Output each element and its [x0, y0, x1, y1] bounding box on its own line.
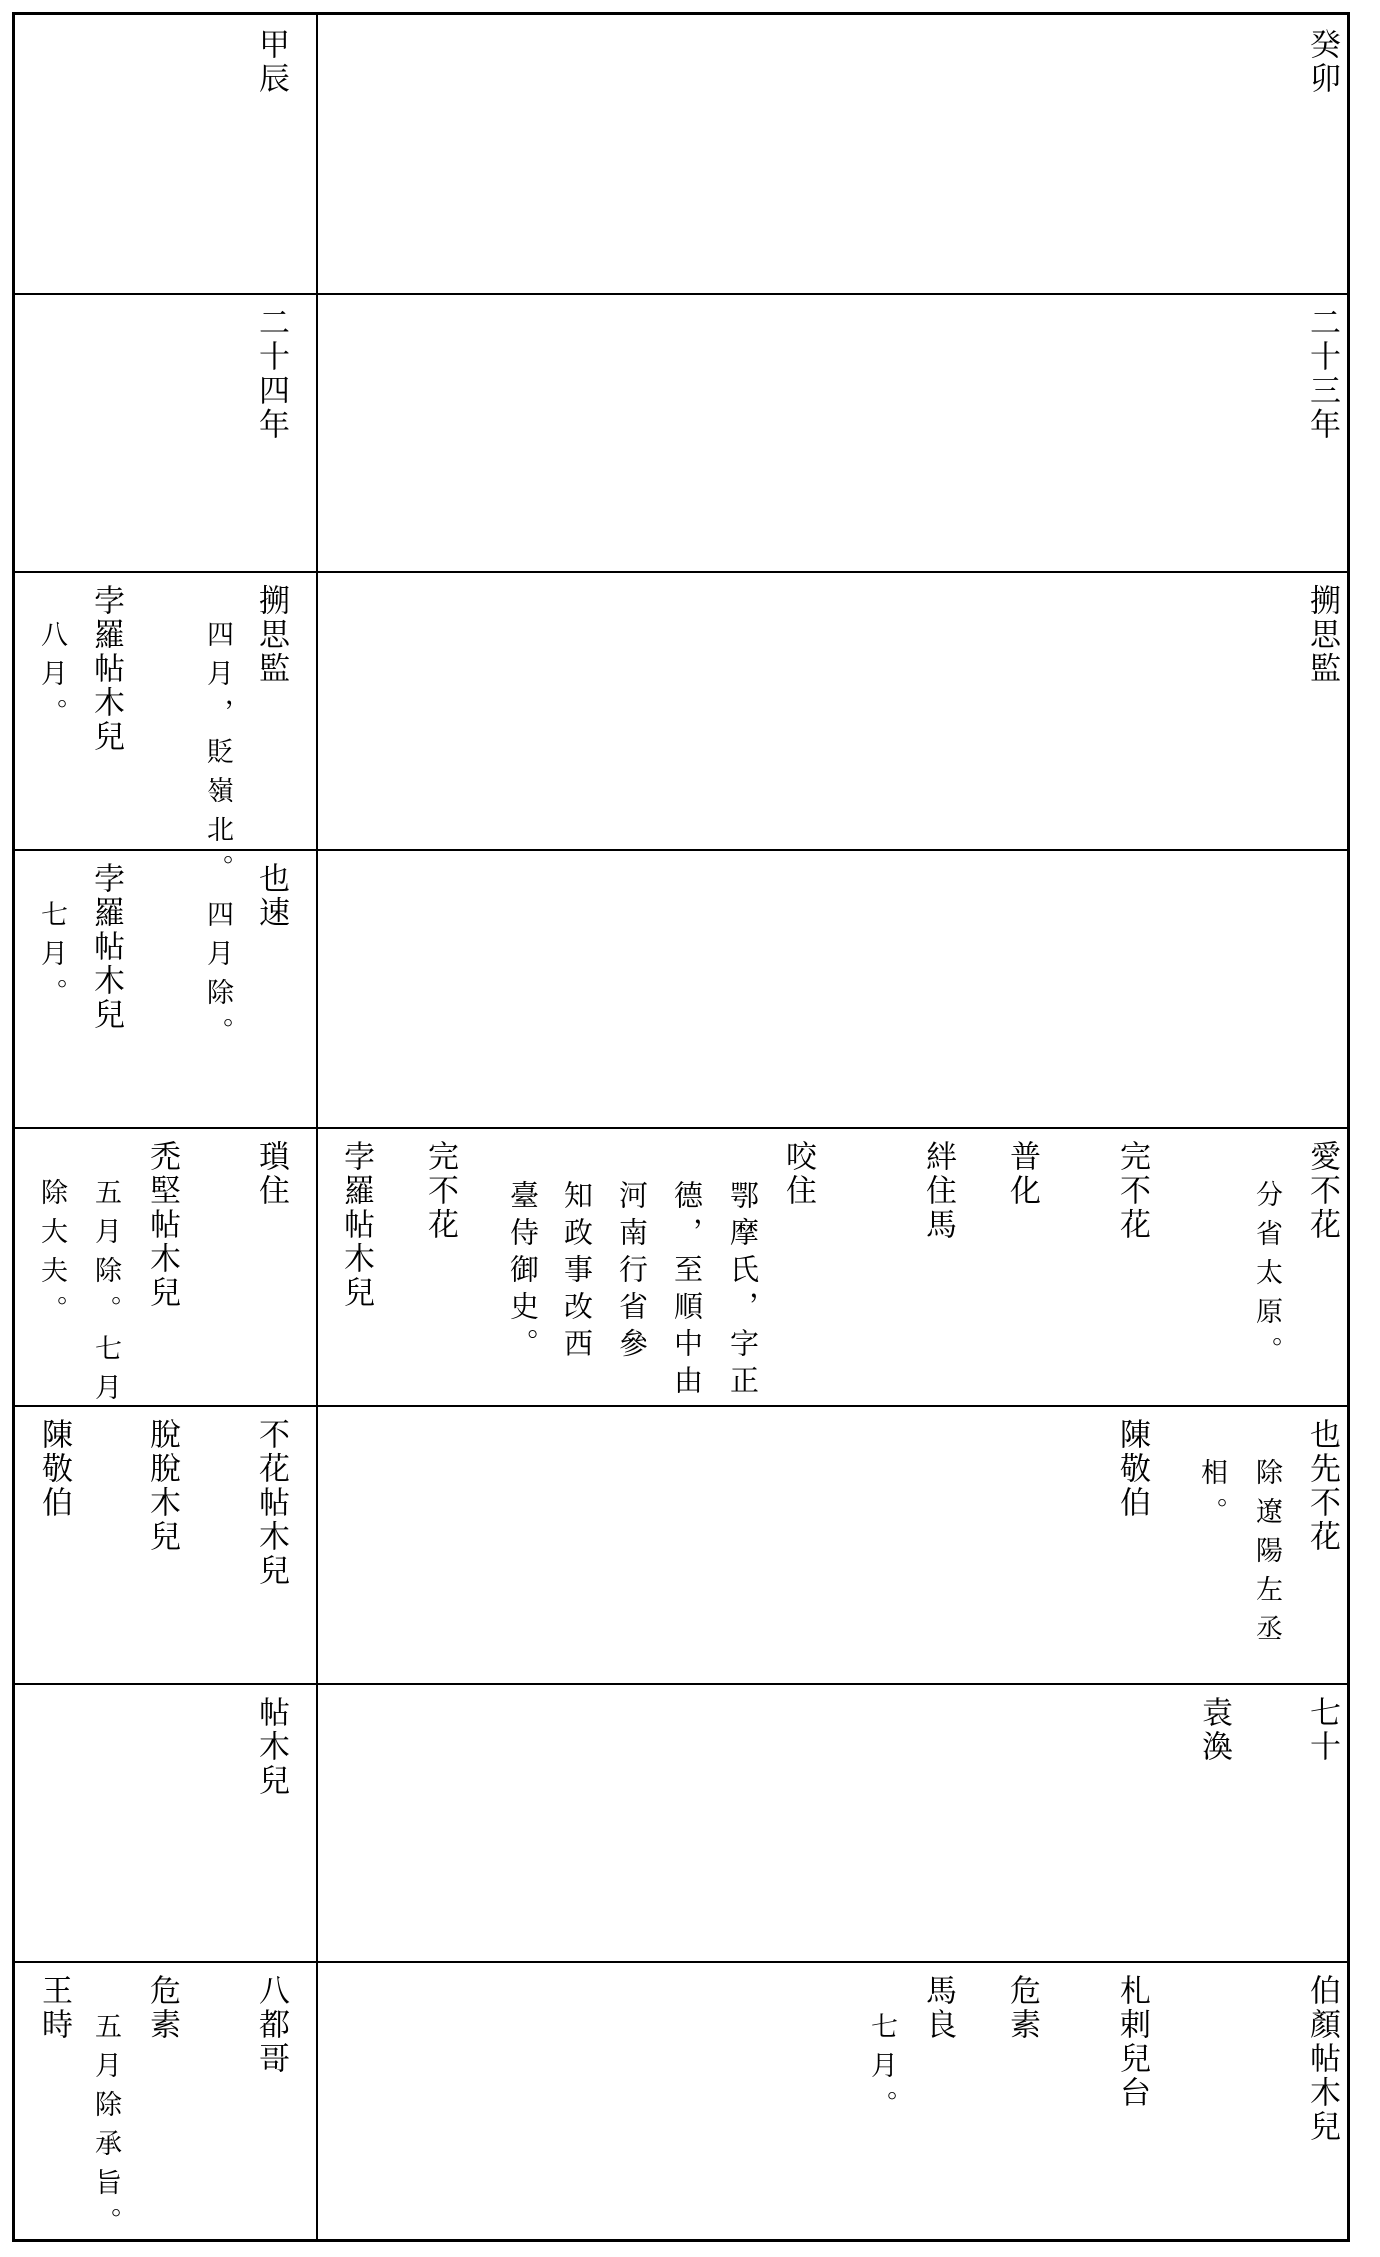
official-name: 八都哥 — [253, 1974, 289, 2076]
official-name: 札剌兒台 — [1114, 1974, 1150, 2110]
row-divider — [15, 1683, 1347, 1685]
official-note: 鄂摩氏，字正 — [726, 1180, 760, 1402]
official-note: 河南行省參 — [615, 1180, 649, 1365]
official-note: 八月。 — [36, 620, 67, 737]
official-name: 愛不花 — [1304, 1140, 1340, 1242]
official-name: 危素 — [144, 1974, 180, 2042]
official-name: 孛羅帖木兒 — [338, 1140, 374, 1310]
year-cyclical-right: 癸卯 — [1304, 28, 1340, 96]
official-note: 德，至順中由 — [670, 1180, 704, 1402]
official-name: 陳敬伯 — [36, 1418, 72, 1520]
official-name: 陳敬伯 — [1114, 1418, 1150, 1520]
official-name: 普化 — [1004, 1140, 1040, 1208]
official-name: 瑣住 — [253, 1140, 289, 1208]
year-number-right: 二十三年 — [1304, 306, 1340, 442]
official-name: 袁渙 — [1196, 1696, 1232, 1764]
official-note: 除遼陽左丞 — [1251, 1458, 1282, 1653]
official-note: 四月，貶嶺北。 — [202, 620, 233, 893]
official-name: 伯顏帖木兒 — [1304, 1974, 1340, 2144]
row-divider — [15, 571, 1347, 573]
official-name: 脫脫木兒 — [144, 1418, 180, 1554]
year-number-left: 二十四年 — [253, 306, 289, 442]
official-name: 帖木兒 — [253, 1696, 289, 1798]
official-name: 馬良 — [920, 1974, 956, 2042]
official-name: 完不花 — [422, 1140, 458, 1242]
official-note: 臺侍御史。 — [506, 1180, 540, 1365]
official-name: 王時 — [36, 1974, 72, 2042]
official-note: 五月除承旨。 — [90, 2012, 121, 2246]
official-name: 孛羅帖木兒 — [88, 584, 124, 754]
official-name: 搠思監 — [1304, 584, 1340, 686]
official-note: 五月除。七月 — [90, 1178, 121, 1412]
official-note: 相。 — [1196, 1458, 1227, 1536]
official-name: 孛羅帖木兒 — [88, 862, 124, 1032]
official-note: 四月除。 — [202, 900, 233, 1056]
row-divider — [15, 1127, 1347, 1129]
official-name: 絆住馬 — [920, 1140, 956, 1242]
official-name: 禿堅帖木兒 — [144, 1140, 180, 1310]
row-divider — [15, 1961, 1347, 1963]
official-name: 咬住 — [780, 1140, 816, 1208]
year-cyclical-left: 甲辰 — [253, 28, 289, 96]
official-name: 搠思監 — [253, 584, 289, 686]
row-divider — [15, 293, 1347, 295]
official-note: 除大夫。 — [36, 1178, 67, 1334]
row-divider — [15, 1405, 1347, 1407]
official-name: 七十 — [1304, 1696, 1340, 1764]
official-note: 七月。 — [866, 2012, 897, 2129]
official-name: 也速 — [253, 862, 289, 930]
official-note: 七月。 — [36, 900, 67, 1017]
official-name: 不花帖木兒 — [253, 1418, 289, 1588]
official-name: 危素 — [1004, 1974, 1040, 2042]
official-note: 分省太原。 — [1251, 1180, 1282, 1375]
official-note: 知政事改西 — [560, 1180, 594, 1365]
table-frame — [12, 12, 1350, 2242]
official-name: 完不花 — [1114, 1140, 1150, 1242]
official-name: 也先不花 — [1304, 1418, 1340, 1554]
